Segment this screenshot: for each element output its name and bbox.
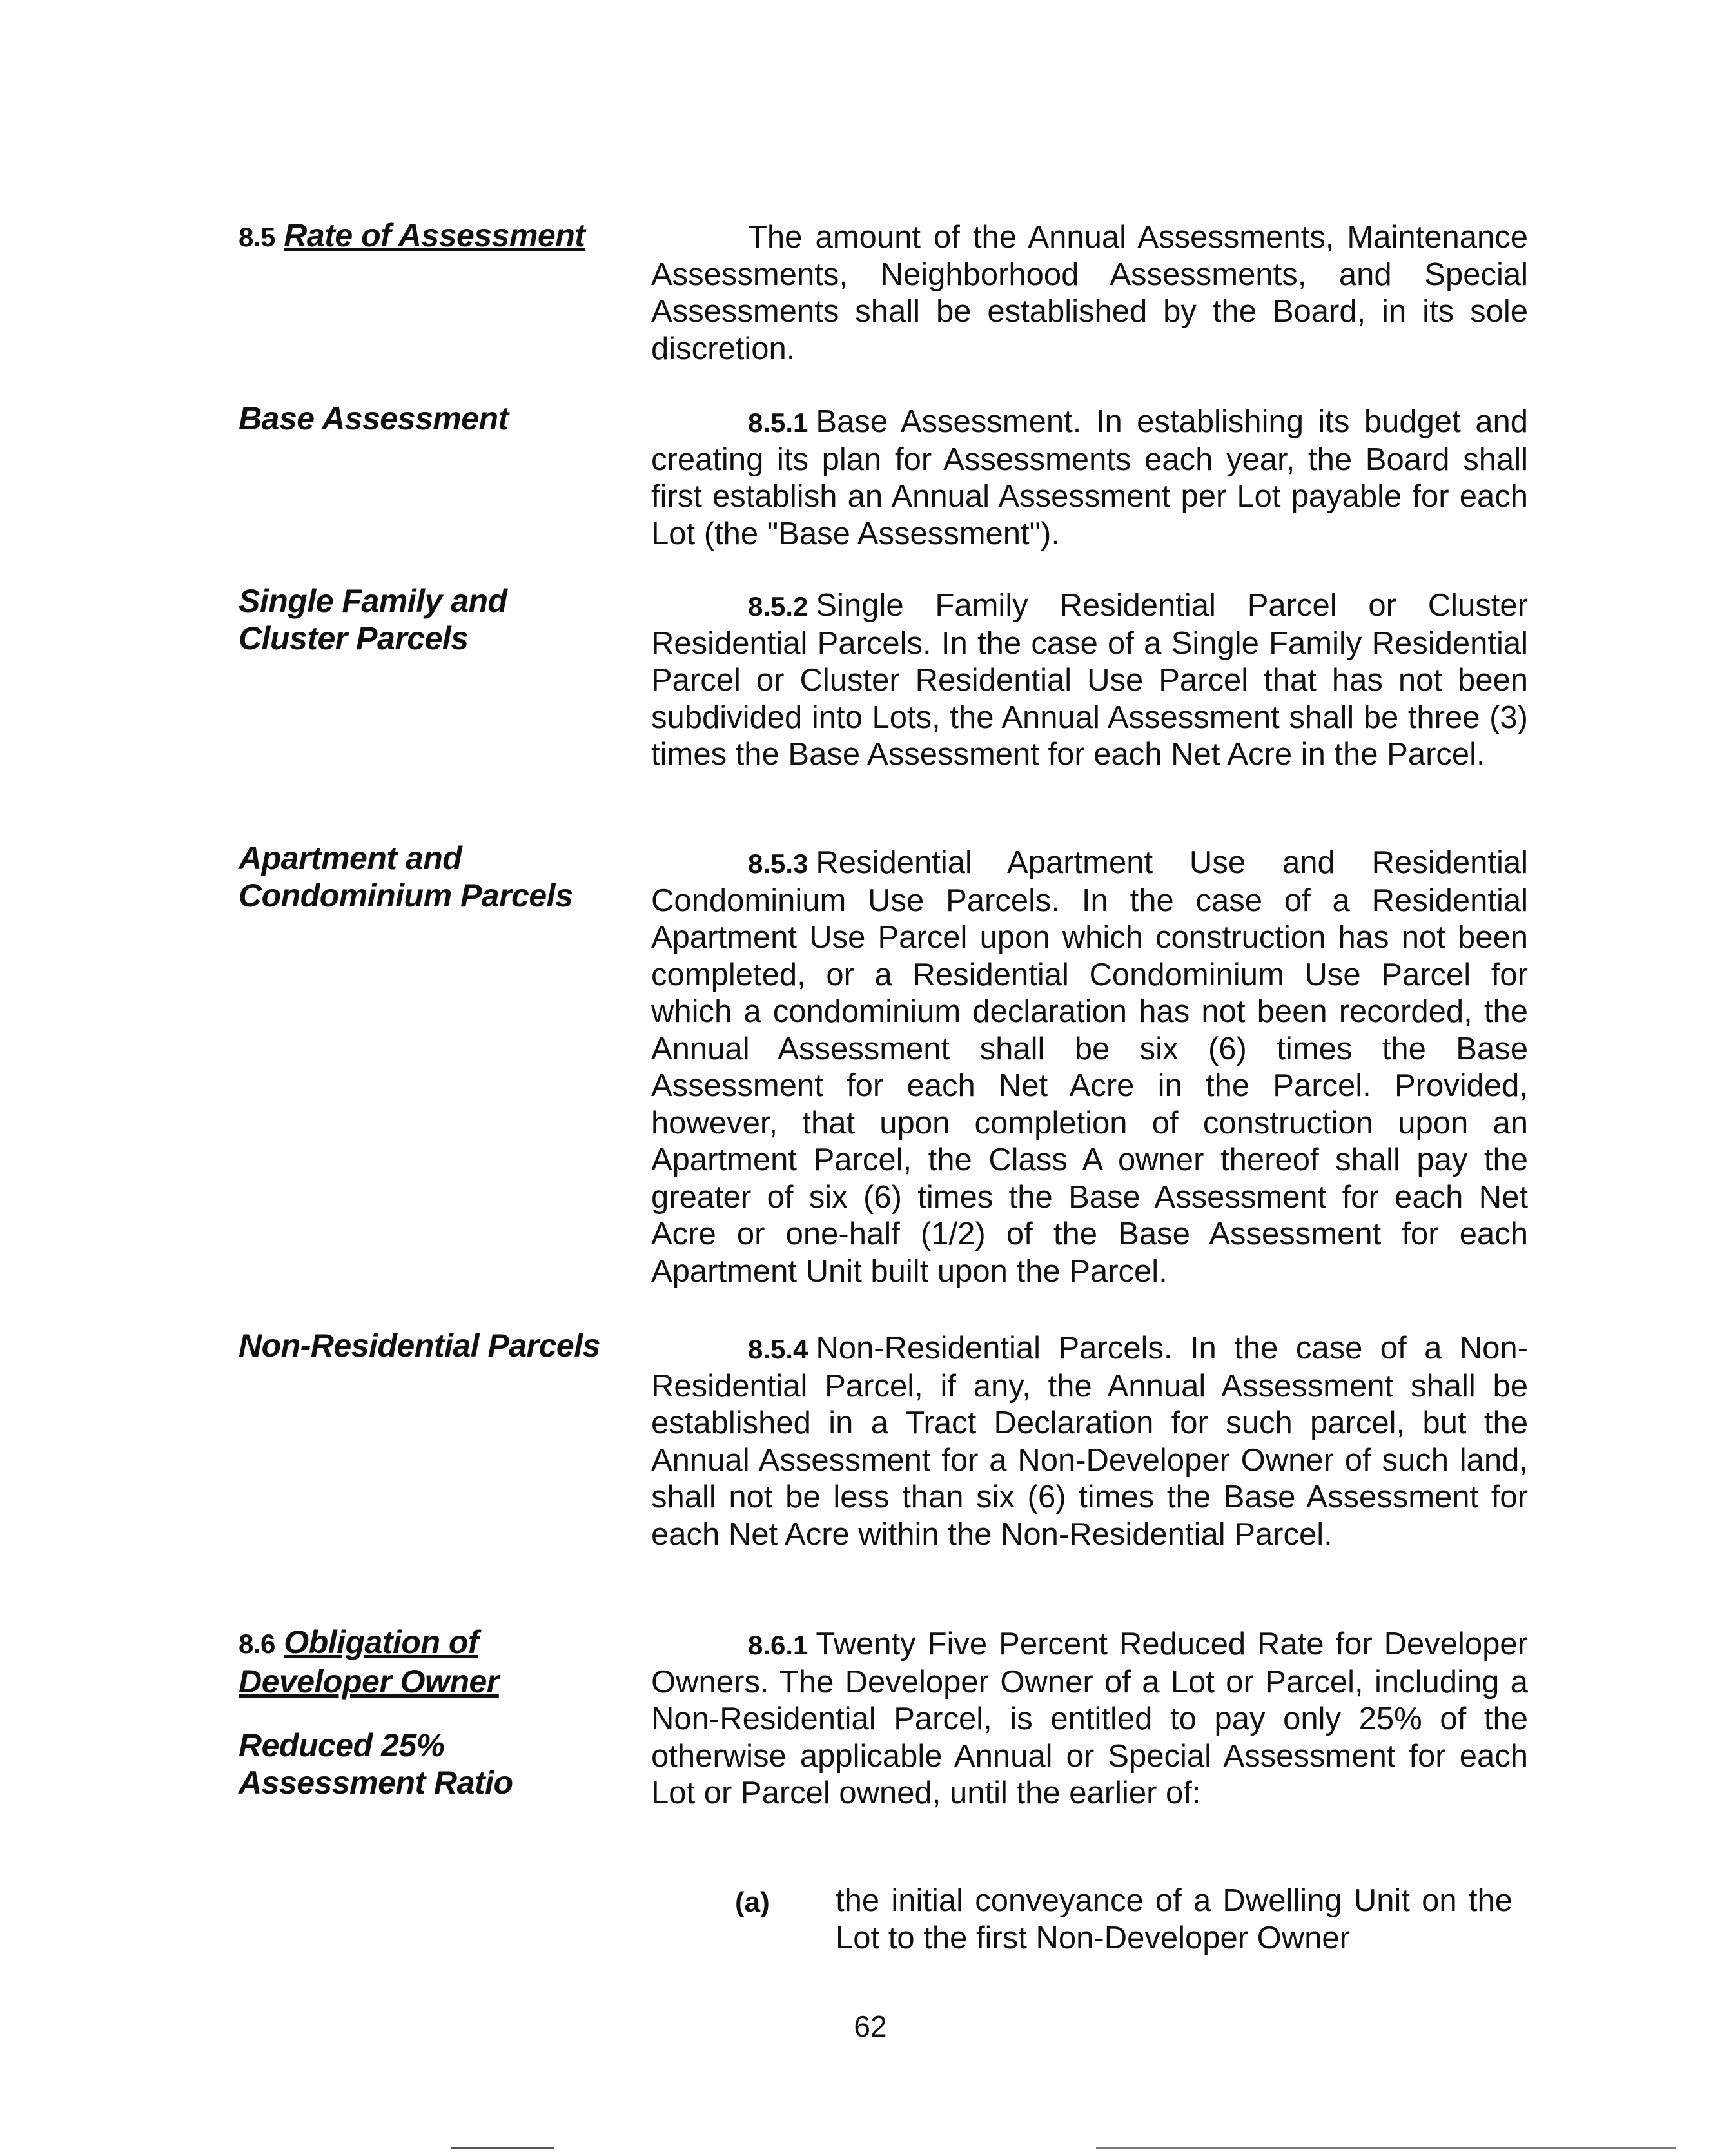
section-8-5-heading [239, 217, 625, 256]
page-number: 62 [854, 2010, 887, 2043]
subsection-number: 8.6.1 [748, 1630, 808, 1660]
section-number: 8.6 [239, 1629, 275, 1659]
subsection-number: 8.5.4 [748, 1334, 808, 1364]
paragraph-text: Twenty Five Percent Reduced Rate for Developer Owners. The Developer Owner of a Lot or Parcel, including a Non-Residential Parcel, is entitled to pay only 25% of the otherwise applicable Annual or Special Assessment for each Lot or Parcel owned, until the earlier of: [651, 1627, 1528, 1810]
margin-note-base-assessment: Base Assessment [239, 400, 509, 436]
section-title: Obligation of [284, 1624, 479, 1660]
section-title: Rate of Assessment [284, 217, 585, 253]
paragraph-8-5-1 [651, 404, 1528, 553]
paragraph-8-5-4 [651, 1330, 1528, 1553]
margin-line: Condominium Parcels [239, 877, 573, 914]
subsection-number: 8.5.2 [748, 591, 808, 622]
section-8-6-heading [239, 1623, 625, 1700]
scan-artifact-line [1096, 2147, 1676, 2149]
margin-note-non-residential: Non-Residential Parcels [239, 1328, 600, 1364]
paragraph-8-5-2 [651, 587, 1528, 774]
paragraph-text: Residential Apartment Use and Residential Condominium Use Parcels. In the case of a Residential Apartment Use Parcel upon which construction has not been completed, or a Residential Condominium Use Parcel for which a condominium declaration has not been recorded, the Annual Assessment shall be six (6) times the Base Assessment for each Net Acre in the Parcel. Provided, however, that upon completion of construction upon an Apartment Parcel, the Class A owner thereof shall pay the greater of six (6) times the Base Assessment for each Net Acre or one-half (1/2) of the Base Assessment for each Apartment Unit built upon the Parcel. [651, 845, 1528, 1289]
subsection-number: 8.5.3 [748, 848, 808, 879]
section-number: 8.5 [239, 222, 275, 252]
subsection-number: 8.5.1 [748, 407, 808, 438]
paragraph-text: Non-Residential Parcels. In the case of a Non-Residential Parcel, if any, the Annual Assessment shall be established in a Tract Declaration for such parcel, but the Annual Assessment for a Non-Developer Owner of such land, shall not be less than six (6) times the Base Assessment for each Net Acre within the Non-Residential Parcel. [651, 1331, 1528, 1552]
margin-line: Reduced 25% [239, 1727, 445, 1763]
paragraph-text: Base Assessment. In establishing its budget and creating its plan for Assessments each year, the Board shall first establish an Annual Assessment per Lot payable for each Lot (the "Base Assessment"). [651, 404, 1528, 551]
paragraph-8-5: The amount of the Annual Assessments, Maintenance Assessments, Neighborhood Assessments, and Special Assessments shall be established by the Board, in its sole discretion. [651, 220, 1528, 366]
section-title: Developer Owner [239, 1663, 499, 1700]
margin-note-reduced-ratio [239, 1727, 625, 1801]
margin-line: Cluster Parcels [239, 620, 469, 656]
list-item-text: the initial conveyance of a Dwelling Unit on the Lot to the first Non-Developer Owner [836, 1883, 1513, 1955]
margin-line: Single Family and [239, 583, 507, 619]
paragraph-text: Single Family Residential Parcel or Cluster Residential Parcels. In the case of a Single Family Residential Parcel or Cluster Residential Use Parcel that has not been subdivided into Lots, the Annual Assessment shall be three (3) times the Base Assessment for each Net Acre in the Parcel. [651, 588, 1528, 772]
margin-note-apartment [239, 839, 625, 914]
margin-line: Assessment Ratio [239, 1765, 513, 1801]
margin-line: Apartment and [239, 840, 462, 876]
paragraph-8-6-1 [651, 1626, 1528, 1812]
margin-note-single-family [239, 582, 625, 657]
list-item-label: (a) [735, 1886, 770, 1918]
scan-artifact-line [451, 2147, 554, 2149]
paragraph-8-5-3 [651, 845, 1528, 1290]
